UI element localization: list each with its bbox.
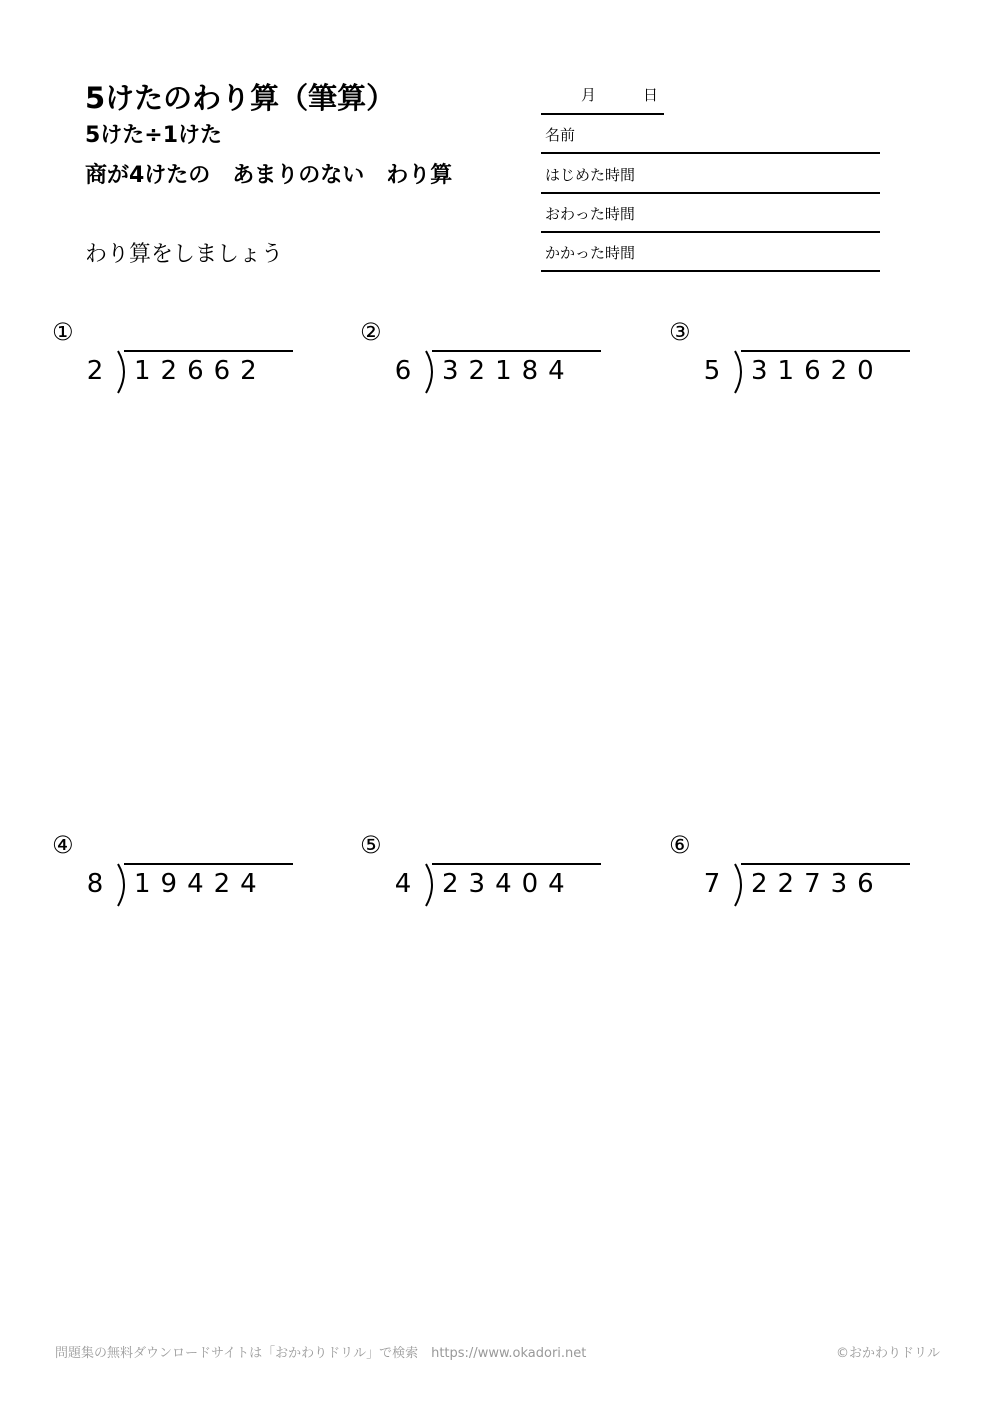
problem-number: ② [360,318,382,346]
division-bracket [424,863,438,907]
end-time-label: おわった時間 [545,205,635,223]
problem-number: ④ [52,831,74,859]
dividend: 31620 [751,356,884,386]
problem-number: ⑥ [669,831,691,859]
problem-number: ① [52,318,74,346]
name-field[interactable] [541,114,880,154]
divisor: 7 [703,869,721,899]
division-bar [124,350,293,352]
start-time-label: はじめた時間 [545,166,636,184]
month-label: 月 [581,86,597,104]
divisor: 2 [86,356,104,386]
divisor: 5 [703,356,721,386]
problem-number: ⑤ [360,831,382,859]
dividend: 19424 [134,869,267,899]
division-bar [741,863,910,865]
footer-site-note: 問題集の無料ダウンロードサイトは「おかわりドリル」で検索 https://www.okadori.net [55,1346,587,1361]
dividend: 32184 [442,356,575,386]
problem-3 [669,318,929,386]
dividend: 23404 [442,869,575,899]
worksheet-description: 商が4けたの あまりのない わり算 [85,163,453,188]
problem-4 [52,831,312,899]
worksheet-subtitle: 5けた÷1けた [85,123,223,148]
division-bracket [116,350,130,394]
problem-6 [669,831,929,899]
division-bracket [424,350,438,394]
dividend: 12662 [134,356,267,386]
problem-2 [360,318,620,386]
footer-copyright: ©おかわりドリル [835,1346,940,1361]
division-bracket [733,350,747,394]
dividend: 22736 [751,869,884,899]
end-time-field[interactable] [541,193,880,233]
division-bar [432,350,601,352]
division-bar [432,863,601,865]
division-bar [741,350,910,352]
divisor: 4 [394,869,412,899]
division-bracket [116,863,130,907]
start-time-field[interactable] [541,154,880,194]
divisor: 8 [86,869,104,899]
elapsed-time-field[interactable] [541,232,880,272]
elapsed-time-label: かかった時間 [545,244,636,262]
instruction-text: わり算をしましょう [85,242,284,267]
name-label: 名前 [545,126,576,144]
divisor: 6 [394,356,412,386]
date-field[interactable] [541,80,664,115]
problem-number: ③ [669,318,691,346]
day-label: 日 [643,86,659,104]
problem-5 [360,831,620,899]
problem-1 [52,318,312,386]
worksheet-title: 5けたのわり算（筆算） [85,81,396,115]
division-bracket [733,863,747,907]
division-bar [124,863,293,865]
